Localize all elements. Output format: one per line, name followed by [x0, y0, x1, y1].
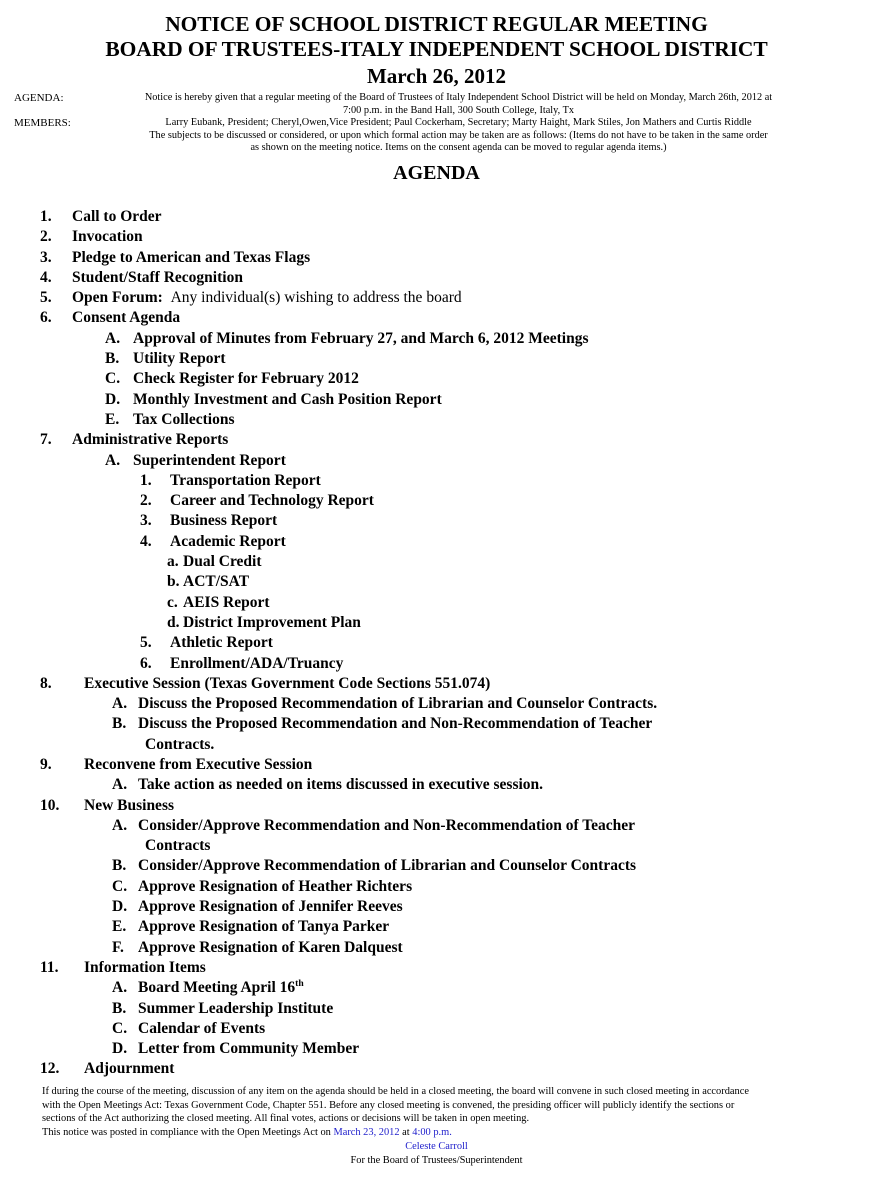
item-label: District Improvement Plan	[183, 613, 361, 631]
agenda-item-7a1	[0, 471, 873, 491]
item-label: Approve Resignation of Jennifer Reeves	[138, 898, 403, 916]
agenda-item-10d	[0, 897, 873, 917]
item-label: Calendar of Events	[138, 1019, 266, 1037]
item-marker: 6.	[40, 309, 52, 327]
agenda-item-10a-wrap: Contracts	[145, 837, 211, 855]
item-label: Administrative Reports	[72, 431, 229, 449]
item-marker: 1.	[40, 207, 52, 225]
agenda-item-7a4c	[0, 593, 873, 613]
item-marker: A.	[112, 979, 128, 997]
agenda-label: AGENDA:	[14, 92, 64, 104]
document-footer	[0, 1085, 873, 1168]
item-label	[72, 288, 873, 308]
item-label	[138, 978, 873, 998]
agenda-heading: AGENDA	[393, 161, 480, 184]
footer-posted-line	[0, 1126, 873, 1140]
item-label: Consider/Approve Recommendation of Librarian and Counselor Contracts	[138, 857, 637, 875]
item-label: Invocation	[72, 228, 143, 246]
item-label: Discuss the Proposed Recommendation and Non-Recommendation of Teacher	[138, 715, 653, 733]
agenda-item-4	[0, 268, 873, 288]
agenda-item-2	[0, 227, 873, 247]
agenda-item-7a6	[0, 654, 873, 674]
item-label: Approve Resignation of Karen Dalquest	[138, 938, 403, 956]
item-marker: A.	[112, 776, 128, 794]
item-marker: B.	[112, 857, 127, 875]
agenda-item-12	[0, 1059, 873, 1079]
item-label: Consider/Approve Recommendation and Non-Recommendation of Teacher	[138, 816, 635, 834]
agenda-notice-text	[112, 92, 873, 117]
item-label: Discuss the Proposed Recommendation of Librarian and Counselor Contracts.	[138, 695, 658, 713]
item-marker: 2.	[140, 492, 152, 510]
agenda-item-7a4d	[0, 613, 873, 633]
agenda-notice-line-2: 7:00 p.m. in the Band Hall, 300 South College, Italy, Tx	[342, 104, 575, 116]
item-marker: C.	[112, 877, 128, 895]
agenda-item-5	[0, 288, 873, 308]
item-marker: 7.	[40, 431, 52, 449]
item-marker: 8.	[40, 674, 52, 692]
item-label: Approve Resignation of Heather Richters	[138, 877, 413, 895]
item-label: Monthly Investment and Cash Position Report	[133, 390, 442, 408]
item-label: Dual Credit	[183, 553, 262, 571]
ordinal-suffix: th	[295, 978, 304, 990]
agenda-item-10a	[0, 816, 873, 836]
item-label: Check Register for February 2012	[133, 370, 359, 388]
item-marker: A.	[112, 816, 128, 834]
agenda-item-6	[0, 308, 873, 328]
item-marker: 4.	[40, 268, 52, 286]
subjects-line-2: as shown on the meeting notice. Items on the consent agenda can be moved to regular agenda items.)	[250, 142, 667, 154]
item-marker: 3.	[40, 248, 52, 266]
item-label: AEIS Report	[183, 593, 270, 611]
posted-middle: at	[399, 1126, 413, 1138]
document-header	[0, 0, 873, 89]
item-label: Executive Session (Texas Government Code Sections 551.074)	[84, 674, 491, 692]
item-label: Enrollment/ADA/Truancy	[170, 654, 344, 672]
posted-prefix: This notice was posted in compliance with the Open Meetings Act on	[42, 1126, 334, 1138]
item-marker: E.	[105, 410, 120, 428]
item-marker: B.	[105, 350, 120, 368]
agenda-item-11d	[0, 1039, 873, 1059]
item-label-bold: Open Forum:	[72, 289, 163, 307]
notice-block	[0, 92, 873, 155]
item-marker: 6.	[140, 654, 152, 672]
item-marker: A.	[112, 695, 128, 713]
item-marker: B.	[112, 715, 127, 733]
signature-name: Celeste Carroll	[405, 1141, 468, 1153]
item-marker: 2.	[40, 228, 52, 246]
item-label: Information Items	[84, 958, 206, 976]
item-label: Career and Technology Report	[170, 492, 374, 510]
agenda-item-8b	[0, 714, 873, 734]
agenda-item-1	[0, 207, 873, 227]
item-marker: A.	[105, 451, 121, 469]
item-label: Letter from Community Member	[138, 1040, 360, 1058]
item-label: Tax Collections	[133, 410, 235, 428]
agenda-item-10f	[0, 938, 873, 958]
footer-paragraph-line-1: If during the course of the meeting, discussion of any item on the agenda should be held in a closed meeting, the board will convene in such closed meeting in accordance	[42, 1086, 749, 1097]
item-label: Pledge to American and Texas Flags	[72, 248, 311, 266]
item-marker: B.	[112, 999, 127, 1017]
agenda-item-10	[0, 796, 873, 816]
item-marker: 9.	[40, 755, 52, 773]
subjects-line-1: The subjects to be discussed or considered, or upon which formal action may be taken are as follows: (Items do not have to be taken in the same order	[149, 129, 768, 141]
item-label: ACT/SAT	[183, 573, 250, 591]
item-label: Take action as needed on items discussed in executive session.	[138, 776, 544, 794]
item-label: Consent Agenda	[72, 309, 181, 327]
members-label: MEMBERS:	[14, 117, 71, 130]
item-label: New Business	[84, 796, 175, 814]
agenda-item-11a	[0, 978, 873, 998]
agenda-item-11b	[0, 999, 873, 1019]
item-label: Utility Report	[133, 350, 226, 368]
item-label: Call to Order	[72, 207, 162, 225]
members-list: Larry Eubank, President; Cheryl,Owen,Vice President; Paul Cockerham, Secretary; Marty Haight, Mark Stiles, Jon Mathers and Curtis Riddle	[165, 117, 752, 129]
item-marker: F.	[112, 938, 124, 956]
item-label: Approval of Minutes from February 27, and March 6, 2012 Meetings	[133, 329, 589, 347]
item-marker: 5.	[40, 289, 52, 307]
agenda-notice-row	[0, 92, 873, 117]
item-marker: A.	[105, 329, 121, 347]
item-label: Business Report	[170, 512, 278, 530]
agenda-item-11c	[0, 1019, 873, 1039]
agenda-item-6d	[0, 390, 873, 410]
item-marker: 10.	[40, 796, 60, 814]
agenda-item-7a4	[0, 532, 873, 552]
agenda-item-7a4a	[0, 552, 873, 572]
item-label: Reconvene from Executive Session	[84, 755, 313, 773]
agenda-item-7a4b	[0, 572, 873, 592]
item-label: Transportation Report	[170, 471, 321, 489]
footer-paragraph-line-2: with the Open Meetings Act: Texas Government Code, Chapter 551. Before any closed meeting is convened, the presiding officer will publicly identify the sections or	[42, 1099, 735, 1111]
agenda-item-6b	[0, 349, 873, 369]
meeting-date: March 26, 2012	[366, 64, 506, 88]
members-row	[0, 117, 873, 130]
item-label: Academic Report	[170, 532, 286, 550]
agenda-item-7a2	[0, 491, 873, 511]
posted-date: March 23, 2012	[333, 1126, 400, 1138]
item-label: Athletic Report	[170, 634, 273, 652]
item-marker: 1.	[140, 471, 152, 489]
agenda-item-8	[0, 674, 873, 694]
item-marker: 4.	[140, 532, 152, 550]
footer-paragraph-line-3: sections of the Act authorizing the closed meeting. All final votes, actions or decisions will be taken in open meeting.	[42, 1113, 530, 1125]
item-marker: 3.	[140, 512, 152, 530]
signature-role: For the Board of Trustees/Superintendent	[350, 1154, 523, 1166]
agenda-notice-line-1: Notice is hereby given that a regular meeting of the Board of Trustees of Italy Independent School District will be held on Monday, March 26th, 2012 at	[144, 92, 773, 103]
agenda-item-6c	[0, 369, 873, 389]
agenda-item-3	[0, 248, 873, 268]
item-marker: C.	[105, 370, 121, 388]
page-title-line-1: NOTICE OF SCHOOL DISTRICT REGULAR MEETING	[165, 12, 708, 36]
item-marker: D.	[105, 390, 121, 408]
item-marker: 11.	[40, 958, 59, 976]
agenda-item-10b	[0, 856, 873, 876]
agenda-item-10e	[0, 917, 873, 937]
item-marker: 5.	[140, 634, 152, 652]
item-label: Adjournment	[84, 1060, 175, 1078]
item-label: Summer Leadership Institute	[138, 999, 334, 1017]
item-label: Approve Resignation of Tanya Parker	[138, 918, 390, 936]
item-marker: D.	[112, 1040, 128, 1058]
item-marker: b.	[167, 573, 180, 591]
agenda-item-7a	[0, 451, 873, 471]
agenda-item-10c	[0, 877, 873, 897]
agenda-item-9a	[0, 775, 873, 795]
agenda-item-6a	[0, 329, 873, 349]
agenda-item-7a3	[0, 511, 873, 531]
agenda-list	[0, 207, 873, 1080]
item-marker: 12.	[40, 1060, 60, 1078]
agenda-item-7	[0, 430, 873, 450]
item-label-text: Board Meeting April 16	[138, 979, 296, 997]
item-marker: a.	[167, 553, 179, 571]
item-label: Student/Staff Recognition	[72, 268, 243, 286]
agenda-item-9	[0, 755, 873, 775]
item-marker: d.	[167, 613, 180, 631]
agenda-item-7a5	[0, 633, 873, 653]
agenda-item-8b-wrap: Contracts.	[145, 735, 215, 753]
agenda-item-8a	[0, 694, 873, 714]
item-label: Superintendent Report	[133, 451, 286, 469]
item-marker: E.	[112, 918, 127, 936]
agenda-item-6e	[0, 410, 873, 430]
item-marker: c.	[167, 593, 178, 611]
agenda-item-11	[0, 958, 873, 978]
item-marker: C.	[112, 1019, 128, 1037]
posted-time: 4:00 p.m.	[412, 1126, 452, 1138]
page-title-line-2: BOARD OF TRUSTEES-ITALY INDEPENDENT SCHOOL DISTRICT	[105, 37, 768, 61]
item-label-regular: Any individual(s) wishing to address the board	[170, 289, 462, 307]
item-marker: D.	[112, 898, 128, 916]
